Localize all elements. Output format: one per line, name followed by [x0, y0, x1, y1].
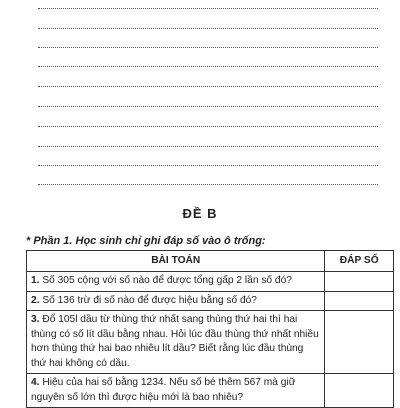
- section-title: ĐỀ B: [182, 206, 218, 221]
- table-row: [27, 291, 394, 310]
- problem-number: 4.: [31, 377, 40, 389]
- problem-text: Số 305 cộng với số nào để được tổng gấp 2 lần số đó?: [42, 275, 292, 287]
- problem-text: Số 136 trừ đi số nào để được hiệu bằng số đó?: [42, 294, 257, 306]
- dotted-line: [38, 28, 378, 29]
- dotted-line: [38, 146, 378, 147]
- problem-table: [26, 250, 394, 408]
- problem-cell: [27, 374, 325, 408]
- problem-cell: [27, 311, 325, 374]
- problem-number: 3.: [31, 314, 40, 326]
- answer-cell[interactable]: [325, 311, 394, 374]
- problem-text: Hiệu của hai số bằng 1234. Nếu số bé thêm 567 mà giữ nguyên số lớn thì được hiệu mới là bao nhiêu?: [31, 377, 296, 403]
- dotted-line: [38, 184, 378, 185]
- dotted-line: [38, 47, 378, 48]
- dotted-line: [38, 126, 378, 127]
- answer-cell[interactable]: [325, 374, 394, 408]
- problem-text: Đổ 105l dầu từ thùng thứ nhất sang thùng thứ hai thì hai thùng có số lít dầu bằng nhau. Hỏi lúc đầu thùng thứ nhất nhiều hơn thùng thứ hai bao nhiêu lít dầu? Biết rằng lúc đầu thùng thứ hai không có dầu.: [31, 314, 319, 369]
- dotted-line: [38, 165, 378, 166]
- table-row: [27, 311, 394, 374]
- dotted-line: [38, 86, 378, 87]
- problem-number: 2.: [31, 294, 40, 306]
- problem-number: 1.: [31, 275, 40, 287]
- dotted-line: [38, 106, 378, 107]
- header-problem: BÀI TOÁN: [27, 251, 325, 272]
- problem-cell: [27, 291, 325, 310]
- problem-cell: [27, 272, 325, 291]
- answer-cell[interactable]: [325, 291, 394, 310]
- header-answer: ĐÁP SỐ: [325, 251, 394, 272]
- dotted-line: [38, 66, 378, 67]
- part1-heading: * Phần 1. Học sinh chỉ ghi đáp số vào ô trống:: [26, 235, 266, 247]
- answer-cell[interactable]: [325, 272, 394, 291]
- table-row: [27, 272, 394, 291]
- table-row: [27, 374, 394, 408]
- dotted-line: [38, 8, 378, 9]
- table-header-row: [27, 251, 394, 272]
